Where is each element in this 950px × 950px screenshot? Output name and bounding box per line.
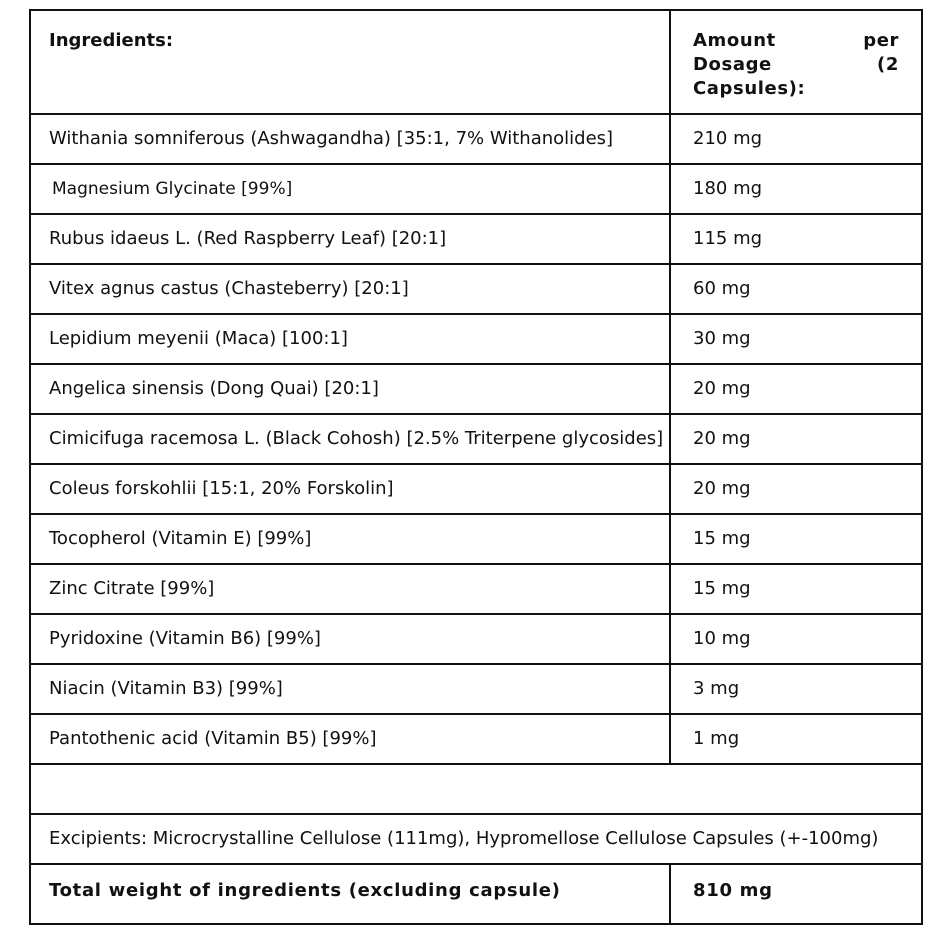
ingredient-name: Tocopherol (Vitamin E) [99%] [30,514,670,564]
table-row [30,164,922,214]
ingredient-amount: 3 mg [670,664,922,714]
table-header-row [30,10,922,114]
table-row [30,414,922,464]
ingredient-amount: 20 mg [670,464,922,514]
ingredient-name [30,164,670,214]
ingredient-name: Vitex agnus castus (Chasteberry) [20:1] [30,264,670,314]
ingredient-amount: 180 mg [670,164,922,214]
ingredient-amount: 20 mg [670,414,922,464]
ingredients-header: Ingredients: [30,10,670,114]
ingredient-name: Pyridoxine (Vitamin B6) [99%] [30,614,670,664]
table-row [30,364,922,414]
table-row [30,214,922,264]
table-row [30,564,922,614]
table-row [30,314,922,364]
ingredient-amount: 30 mg [670,314,922,364]
blank-cell [30,764,922,814]
excipients-text: Excipients: Microcrystalline Cellulose (111mg), Hypromellose Cellulose Capsules (+-100mg) [30,814,922,864]
total-label: Total weight of ingredients (excluding capsule) [30,864,670,924]
total-row [30,864,922,924]
ingredient-name: Angelica sinensis (Dong Quai) [20:1] [30,364,670,414]
table-row [30,714,922,764]
ingredient-amount: 210 mg [670,114,922,164]
ingredient-amount: 10 mg [670,614,922,664]
blank-row [30,764,922,814]
ingredient-amount: 15 mg [670,514,922,564]
ingredient-amount: 115 mg [670,214,922,264]
ingredient-name: Niacin (Vitamin B3) [99%] [30,664,670,714]
table-row [30,114,922,164]
ingredient-name: Withania somniferous (Ashwagandha) [35:1, 7% Withanolides] [30,114,670,164]
ingredient-name: Pantothenic acid (Vitamin B5) [99%] [30,714,670,764]
ingredient-amount: 60 mg [670,264,922,314]
ingredient-name-text: Magnesium Glycinate [99%] [52,179,293,199]
ingredient-amount: 15 mg [670,564,922,614]
ingredient-name: Lepidium meyenii (Maca) [100:1] [30,314,670,364]
table-row [30,464,922,514]
ingredients-table [29,9,923,925]
table-row [30,664,922,714]
ingredient-name: Coleus forskohlii [15:1, 20% Forskolin] [30,464,670,514]
ingredient-name: Zinc Citrate [99%] [30,564,670,614]
ingredient-name: Cimicifuga racemosa L. (Black Cohosh) [2.5% Triterpene glycosides] [30,414,670,464]
amount-header: Amount per Dosage (2 Capsules): [670,10,922,114]
ingredient-name: Rubus idaeus L. (Red Raspberry Leaf) [20:1] [30,214,670,264]
ingredient-amount: 20 mg [670,364,922,414]
table-row [30,614,922,664]
table-row [30,264,922,314]
table-row [30,514,922,564]
excipients-row [30,814,922,864]
total-amount: 810 mg [670,864,922,924]
ingredient-amount: 1 mg [670,714,922,764]
